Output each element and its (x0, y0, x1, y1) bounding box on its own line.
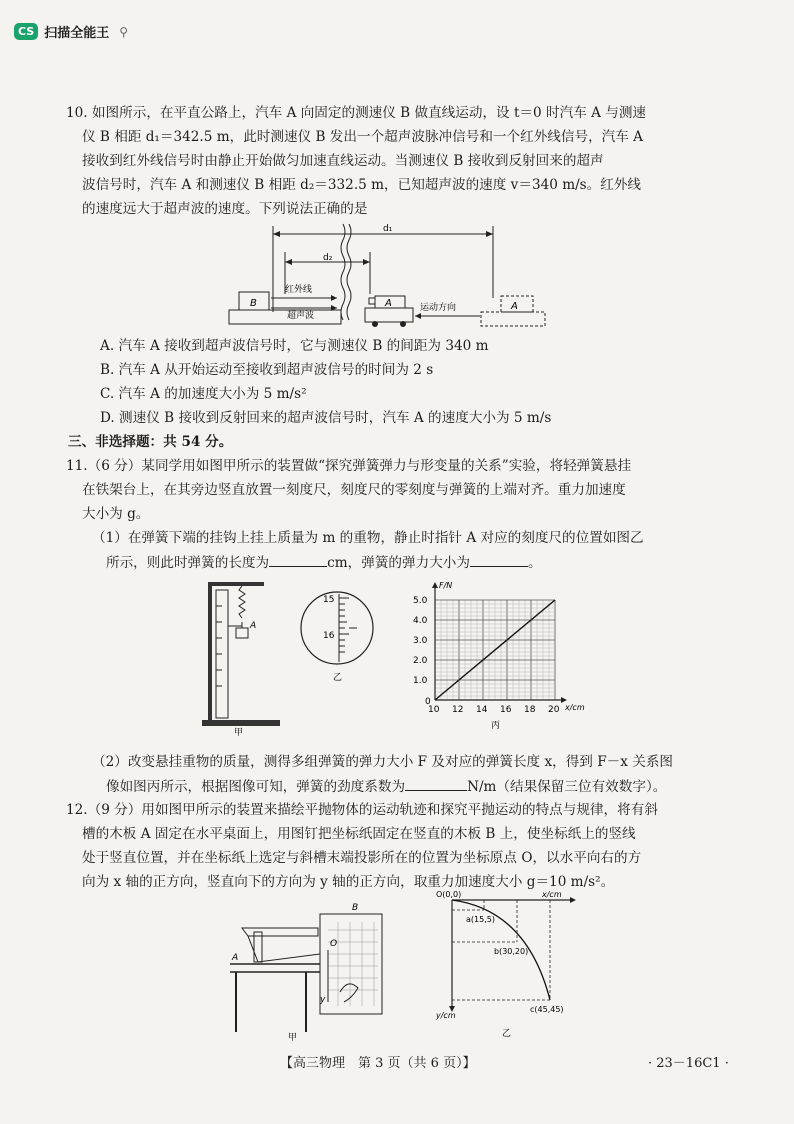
ytick-5: 5.0 (413, 596, 428, 606)
y-axis-label: y (320, 995, 326, 1005)
q11-part1-line-1: （1）在弹簧下端的挂钩上挂上质量为 m 的重物，静止时指针 A 对应的刻度尺的位置如图乙 (92, 530, 644, 546)
q11-part1-line-2 (106, 552, 542, 573)
q12-line-2: 槽的木板 A 固定在水平桌面上，用图钉把坐标纸固定在竖直的木板 B 上，使坐标纸上的竖线 (82, 826, 636, 842)
xtick-12: 12 (452, 705, 464, 715)
pointer-a-label: A (250, 621, 257, 631)
d2-label: d₂ (323, 253, 333, 263)
fig12-xlabel: x/cm (542, 890, 562, 899)
q10-line-1: 10. 如图所示，在平直公路上，汽车 A 向固定的测速仪 B 做直线运动，设 t＝0 时汽车 A 与测速 (66, 105, 647, 121)
search-icon[interactable]: ⚲ (119, 24, 129, 39)
fig12-yi-caption: 乙 (502, 1029, 512, 1039)
ytick-3: 3.0 (413, 636, 428, 646)
section-3-heading: 三、非选择题：共 54 分。 (68, 434, 233, 450)
fig12-ylabel: y/cm (436, 1011, 456, 1020)
q10-figure (225, 222, 555, 332)
xtick-10: 10 (428, 705, 440, 715)
q10-option-a: A. 汽车 A 接收到超声波信号时，它与测速仪 B 的间距为 340 m (100, 338, 489, 354)
tick-16: 16 (323, 631, 335, 641)
x-axis-label: x/cm (565, 703, 585, 712)
q10-option-c: C. 汽车 A 的加速度大小为 5 m/s² (100, 386, 307, 402)
q11-part1-text-b: cm，弹簧的弹力大小为 (327, 555, 470, 571)
q12-fig-jia (228, 902, 408, 1042)
q11-line-3: 大小为 g。 (82, 506, 150, 522)
board-b-label: B (352, 903, 359, 913)
fig-jia-caption: 甲 (234, 728, 244, 738)
car-a-label: A (385, 298, 392, 309)
ytick-4: 4.0 (413, 616, 428, 626)
app-name: 扫描全能王 (44, 26, 110, 41)
cs-logo: CS (14, 23, 38, 40)
q11-part2-line-2 (106, 776, 666, 797)
q12-fig-yi (432, 890, 582, 1040)
q11-fig-jia (198, 576, 284, 736)
spring-length-blank[interactable] (269, 552, 327, 567)
xtick-16: 16 (500, 705, 512, 715)
ytick-2: 2.0 (413, 656, 428, 666)
ultrasonic-label: 超声波 (287, 311, 315, 321)
q11-part1-text-a: 所示，则此时弹簧的长度为 (106, 555, 270, 571)
meter-b-label: B (250, 298, 257, 309)
point-a-label: a(15,5) (466, 915, 495, 924)
origin-label: O(0,0) (436, 890, 462, 899)
q11-part2-text-a: 像如图丙所示，根据图像可知，弹簧的劲度系数为 (106, 779, 406, 795)
q10-line-3: 接收到红外线信号时由静止开始做匀加速直线运动。当测速仪 B 接收到反射回来的超声 (82, 153, 604, 169)
spring-force-blank[interactable] (470, 552, 528, 567)
infrared-label: 红外线 (285, 285, 313, 295)
origin-o-label: O (330, 939, 338, 949)
footer-code: · 23－16C1 · (648, 1056, 729, 1071)
q11-fig-bing (405, 580, 595, 740)
q11-part2-text-b: N/m（结果保留三位有效数字）。 (467, 779, 667, 795)
q11-line-1: 11.（6 分）某同学用如图甲所示的装置做“探究弹簧弹力与形变量的关系”实验，将轻弹簧悬挂 (66, 458, 632, 474)
xtick-20: 20 (548, 705, 560, 715)
tick-15: 15 (323, 595, 335, 605)
q11-fig-yi (297, 588, 377, 688)
ytick-0: 0 (425, 697, 431, 707)
fig-bing-caption: 丙 (491, 721, 501, 731)
xtick-14: 14 (476, 705, 488, 715)
fig12-jia-caption: 甲 (288, 1033, 298, 1043)
q12-line-4: 向为 x 轴的正方向，竖直向下的方向为 y 轴的正方向，取重力加速度大小 g＝10 m/s²。 (82, 874, 615, 890)
q11-part2-line-1: （2）改变悬挂重物的质量，测得多组弹簧的弹力大小 F 及对应的弹簧长度 x，得到 F－x 关系图 (92, 754, 674, 770)
xtick-18: 18 (524, 705, 536, 715)
footer-page-info: 【高三物理 第 3 页（共 6 页）】 (280, 1056, 476, 1071)
q11-line-2: 在铁架台上，在其旁边竖直放置一刻度尺，刻度尺的零刻度与弹簧的上端对齐。重力加速度 (82, 482, 626, 498)
ytick-1: 1.0 (413, 676, 428, 686)
q12-line-3: 处于竖直位置，并在坐标纸上选定与斜槽末端投影所在的位置为坐标原点 O，以水平向右的方 (82, 850, 642, 866)
q10-option-d: D. 测速仪 B 接收到反射回来的超声波信号时，汽车 A 的速度大小为 5 m/s (100, 410, 552, 426)
board-a-label: A (232, 953, 239, 963)
q10-line-2: 仪 B 相距 d₁＝342.5 m，此时测速仪 B 发出一个超声波脉冲信号和一个红外线信号，汽车 A (82, 129, 643, 145)
q10-line-5: 的速度远大于超声波的速度。下列说法正确的是 (82, 201, 368, 217)
q12-line-1: 12.（9 分）用如图甲所示的装置来描绘平抛物体的运动轨迹和探究平抛运动的特点与规律，将有斜 (66, 802, 658, 818)
point-c-label: c(45,45) (530, 1005, 564, 1014)
spring-constant-blank[interactable] (405, 776, 467, 791)
point-b-label: b(30,20) (494, 947, 529, 956)
q10-option-b: B. 汽车 A 从开始运动至接收到超声波信号的时间为 2 s (100, 362, 434, 378)
fig-yi-caption: 乙 (333, 673, 343, 683)
car-a-ghost-label: A (511, 301, 518, 312)
direction-label: 运动方向 (420, 303, 457, 313)
q11-part1-text-c: 。 (527, 555, 542, 571)
f-axis-label: F/N (439, 581, 453, 590)
d1-label: d₁ (383, 224, 393, 234)
q10-line-4: 波信号时，汽车 A 和测速仪 B 相距 d₂＝332.5 m，已知超声波的速度 v＝340 m/s。红外线 (82, 177, 642, 193)
